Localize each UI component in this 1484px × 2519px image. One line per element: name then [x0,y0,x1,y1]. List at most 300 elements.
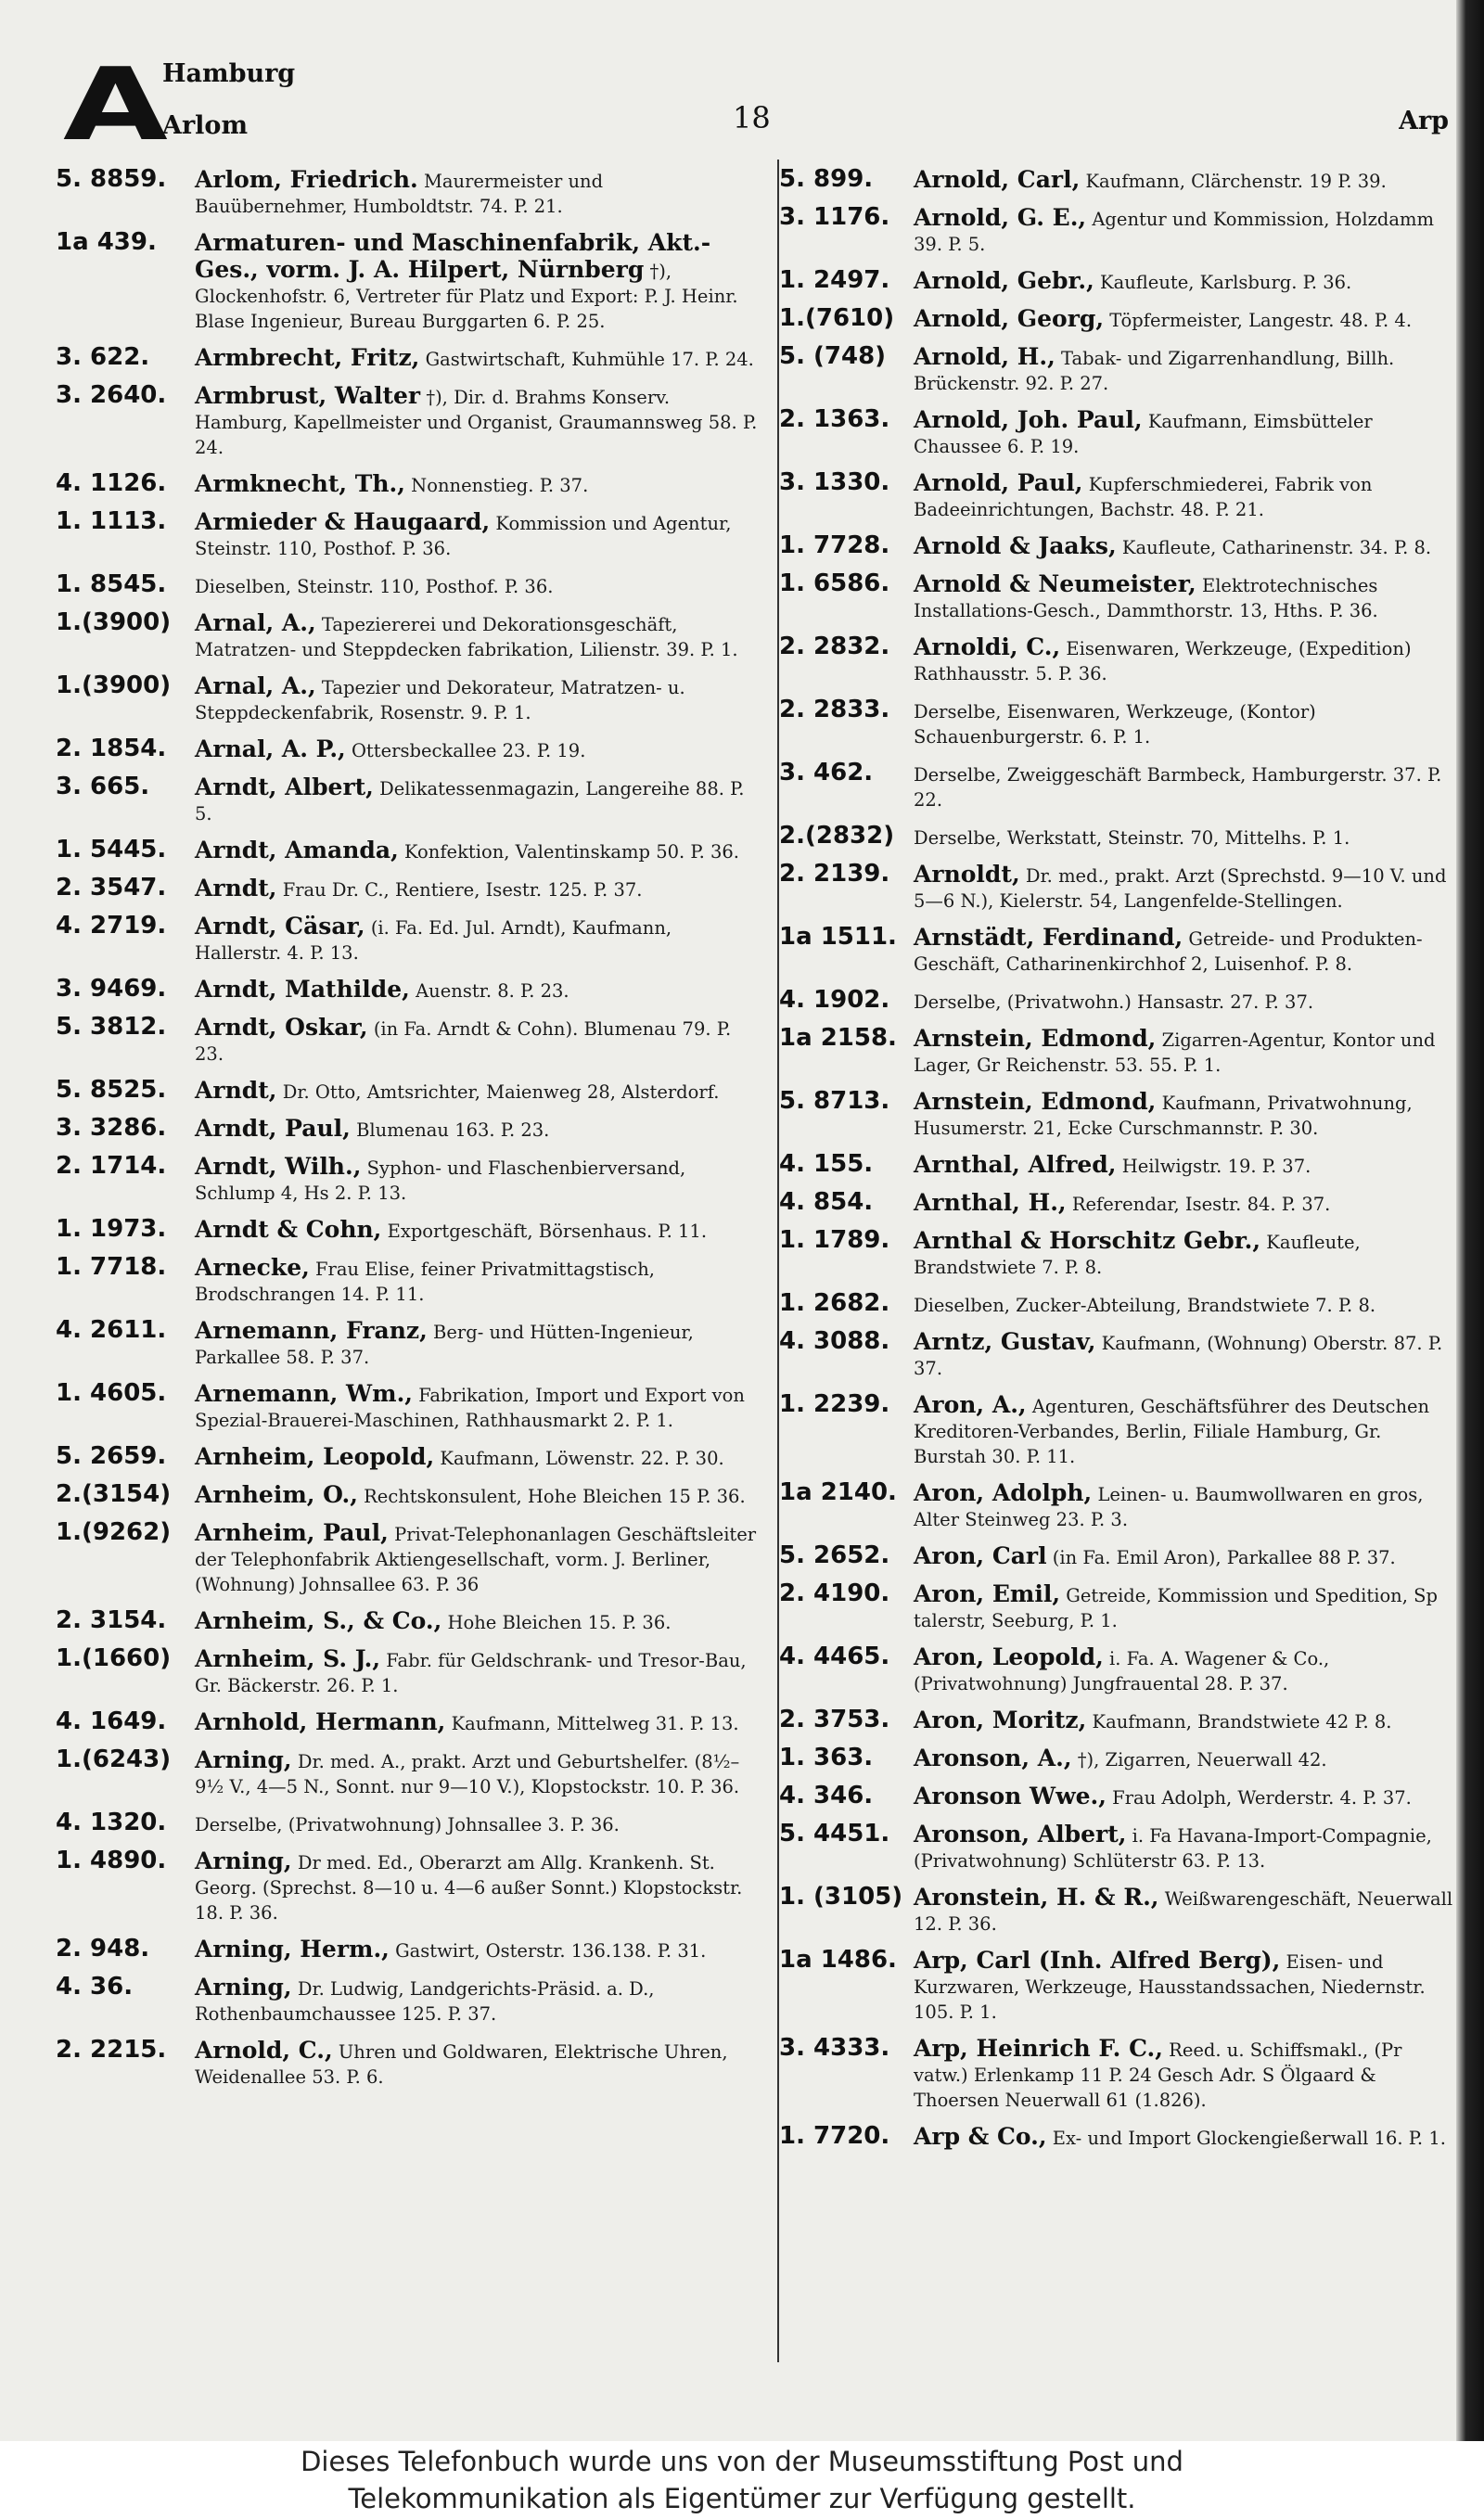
directory-entry [56,167,761,219]
subscriber-details: Kaufmann, Privatwohnung, Husumerstr. 21, Ecke Curschmannstr. P. 30. [914,1093,1413,1139]
directory-entry [779,1885,1456,1937]
subscriber-name: Aron, Emil, [914,1580,1061,1607]
header-keyword-left: Arlom [162,111,249,140]
entry-text [914,1581,1456,1633]
subscriber-name: Arnold, C., [195,2037,333,2064]
subscriber-details: †), Dir. d. Brahms Konserv. Hamburg, Kapellmeister und Organist, Graumannsweg 58. P. 24. [195,387,758,458]
entry-text [195,1810,761,1837]
entry-text [914,925,1456,977]
entry-text [195,1444,761,1471]
subscriber-name: Arndt, [195,875,277,901]
entry-text [195,736,761,763]
phone-number: 1. 4605. [56,1379,167,1407]
directory-entry [56,1381,761,1433]
subscriber-name: Armbrecht, Fritz, [195,344,420,371]
phone-number: 3. 9469. [56,975,167,1003]
directory-entry [56,471,761,498]
subscriber-name: Arlom, Friedrich. [195,166,418,193]
phone-number: 4. 1126. [56,469,167,497]
subscriber-details: Privat-Telephonanlagen Geschäftsleiter der Telephonfabrik Aktiengesellschaft, vorm. J. Berliner, (Wohnung) Johnsallee 63. P. 36 [195,1524,757,1595]
entry-text [914,988,1456,1015]
subscriber-details: Zigarren-Agentur, Kontor und Lager, Gr Reichenstr. 53. 55. P. 1. [914,1029,1436,1076]
phone-number: 1. 1789. [779,1226,890,1254]
entry-text [195,1078,761,1105]
subscriber-name: Arning, [195,1746,292,1773]
phone-number: 1.(6243) [56,1745,172,1773]
subscriber-details: Blumenau 163. P. 23. [356,1119,550,1141]
subscriber-details: Maurermeister und Bauübernehmer, Humboldtstr. 74. P. 21. [195,171,604,217]
subscriber-name: Arndt, Amanda, [195,837,399,863]
entry-text [195,383,761,460]
directory-entry [779,407,1456,459]
entry-text [195,774,761,826]
entry-text [914,1329,1456,1381]
subscriber-name: Arnthal & Horschitz Gebr., [914,1227,1261,1254]
subscriber-name: Aron, Leopold, [914,1643,1104,1670]
phone-number: 1a 2158. [779,1024,897,1052]
phone-number: 1.(3900) [56,608,172,636]
entry-text [195,1217,761,1244]
directory-entry [56,1747,761,1799]
directory-entry [56,1217,761,1244]
subscriber-details: Dr. med., prakt. Arzt (Sprechstd. 9—10 V. und 5—6 N.), Kielerstr. 54, Langenfelde-Stellingen. [914,865,1447,912]
entry-text [914,1392,1456,1469]
directory-entry [56,914,761,965]
subscriber-name: Armbrust, Walter [195,382,421,409]
header-keyword-right: Arp [1399,107,1450,135]
subscriber-details: Dr. med. A., prakt. Arzt und Geburtshelfer. (8½–9½ V., 4—5 N., Sonnt. nur 9—10 V.), Klopstockstr. 10. P. 36. [195,1751,740,1797]
subscriber-details: Kaufmann, Clärchenstr. 19 P. 39. [1085,171,1387,192]
directory-entry [56,1646,761,1698]
directory-entry [56,1608,761,1635]
directory-entry [779,824,1456,850]
phone-number: 1a 1486. [779,1946,897,1974]
entry-text [195,1709,761,1736]
phone-number: 2. 1854. [56,735,167,762]
entry-text [195,977,761,1004]
directory-entry [779,1291,1456,1318]
subscriber-details: Exportgeschäft, Börsenhaus. P. 11. [387,1221,708,1242]
phone-number: 2. 3547. [56,874,167,901]
entry-text [195,1482,761,1509]
directory-entry [56,977,761,1004]
entry-text [914,1644,1456,1696]
subscriber-name: Arp, Heinrich F. C., [914,2035,1163,2062]
entry-text [195,1015,761,1067]
phone-number: 1. 2682. [779,1289,890,1317]
phone-number: 3. 1176. [779,203,890,231]
entry-text [914,1291,1456,1318]
subscriber-name: Arnal, A., [195,672,316,699]
entry-text [914,1707,1456,1734]
subscriber-name: Arnheim, S., & Co., [195,1607,442,1634]
directory-entry [56,673,761,725]
subscriber-details: Auenstr. 8. P. 23. [416,980,569,1002]
subscriber-details: Kaufmann, Mittelweg 31. P. 13. [451,1713,739,1734]
subscriber-details: Eisen- und Kurzwaren, Werkzeuge, Hausstandssachen, Niedernstr. 105. P. 1. [914,1951,1426,2023]
entry-text [195,1318,761,1370]
entry-text [195,838,761,864]
phone-number: 4. 1320. [56,1809,167,1836]
directory-entry [56,1318,761,1370]
subscriber-details: Eisenwaren, Werkzeuge, (Expedition) Rathhausstr. 5. P. 36. [914,638,1412,684]
directory-entry [779,571,1456,623]
subscriber-details: Nonnenstieg. P. 37. [411,475,589,496]
subscriber-details: Tabak- und Zigarrenhandlung, Billh. Brückenstr. 92. P. 27. [914,348,1395,394]
directory-entry [779,1745,1456,1772]
phone-number: 1. 2239. [779,1390,890,1418]
subscriber-details: Kommission und Agentur, Steinstr. 110, Posthof. P. 36. [195,513,732,559]
entry-text [914,2036,1456,2113]
entry-text [195,1646,761,1698]
subscriber-details: Derselbe, Zweiggeschäft Barmbeck, Hamburgerstr. 37. P. 22. [914,764,1442,811]
subscriber-name: Arndt, Wilh., [195,1153,362,1180]
entry-text [195,1937,761,1963]
subscriber-name: Arnold, H., [914,343,1055,370]
subscriber-name: Arndt, Oskar, [195,1014,368,1041]
subscriber-details: Heilwigstr. 19. P. 37. [1121,1156,1311,1177]
subscriber-name: Arnold & Jaaks, [914,532,1117,559]
subscriber-details: Getreide- und Produkten-Geschäft, Catharinenkirchhof 2, Luisenhof. P. 8. [914,928,1423,975]
subscriber-details: Kaufmann, (Wohnung) Oberstr. 87. P. 37. [914,1333,1443,1379]
directory-entry [779,988,1456,1015]
phone-number: 2. 2833. [779,696,890,723]
phone-number: 3. 4333. [779,2034,890,2062]
subscriber-name: Arnheim, Leopold, [195,1443,435,1470]
subscriber-details: Ottersbeckallee 23. P. 19. [351,740,586,761]
subscriber-details: Dieselben, Steinstr. 110, Posthof. P. 36. [195,576,554,597]
subscriber-details: Fabr. für Geldschrank- und Tresor-Bau, Gr. Bäckerstr. 26. P. 1. [195,1650,747,1696]
subscriber-name: Aron, Adolph, [914,1479,1093,1506]
entry-text [195,1520,761,1597]
entry-text [914,1152,1456,1179]
entry-text [195,471,761,498]
subscriber-details: (i. Fa. Ed. Jul. Arndt), Kaufmann, Hallerstr. 4. P. 13. [195,917,672,964]
subscriber-name: Arnold, G. E., [914,204,1087,231]
subscriber-details: Derselbe, Werkstatt, Steinstr. 70, Mittelhs. P. 1. [914,827,1350,849]
phone-number: 3. 2640. [56,381,167,409]
entry-text [914,470,1456,522]
directory-entry [56,736,761,763]
subscriber-details: Kaufmann, Löwenstr. 22. P. 30. [440,1448,724,1469]
directory-entry [56,610,761,662]
phone-number: 1. 7718. [56,1253,167,1281]
phone-number: 1. 7720. [779,2122,890,2150]
directory-entry [56,1975,761,2027]
directory-entry [56,1520,761,1597]
directory-entry [56,1255,761,1307]
directory-entry [779,1543,1456,1570]
subscriber-details: Agentur und Kommission, Holzdamm 39. P. 5. [914,209,1435,255]
entry-text [914,268,1456,295]
subscriber-details: Frau Adolph, Werderstr. 4. P. 37. [1112,1787,1412,1809]
phone-number: 3. 622. [56,343,150,371]
subscriber-name: Arnheim, Paul, [195,1519,389,1546]
entry-text [195,1381,761,1433]
phone-number: 1. 4890. [56,1847,167,1874]
phone-number: 4. 1902. [779,986,890,1014]
directory-entry [56,1482,761,1509]
entry-text [195,610,761,662]
subscriber-name: Arnold & Neumeister, [914,570,1196,597]
subscriber-details: Kaufmann, Brandstwiete 42 P. 8. [1092,1711,1392,1733]
directory-entry [779,1392,1456,1469]
phone-number: 1. 8545. [56,570,167,598]
phone-number: 4. 346. [779,1782,874,1809]
directory-entry [779,205,1456,257]
directory-entry [56,509,761,561]
phone-number: 2.(3154) [56,1480,172,1508]
entry-text [914,1089,1456,1141]
entry-text [195,876,761,902]
directory-entry [56,572,761,599]
phone-number: 2.(2832) [779,822,895,850]
subscriber-details: Syphon- und Flaschenbierversand, Schlump 4, Hs 2. P. 13. [195,1157,686,1204]
subscriber-details: Kaufleute, Brandstwiete 7. P. 8. [914,1232,1361,1278]
subscriber-details: Agenturen, Geschäftsführer des Deutschen Kreditoren-Verbandes, Berlin, Filiale Hamburg, Gr. Burstah 30. P. 11. [914,1396,1430,1467]
subscriber-details: Dr med. Ed., Oberarzt am Allg. Krankenh. St. Georg. (Sprechst. 8—10 u. 4—6 außer Sonnt.) Klopstockstr. 18. P. 36. [195,1852,743,1924]
phone-number: 5. 2652. [779,1541,890,1569]
subscriber-name: Arnoldt, [914,861,1020,888]
subscriber-name: Arnstein, Edmond, [914,1025,1157,1052]
subscriber-details: Kaufleute, Catharinenstr. 34. P. 8. [1121,537,1432,558]
subscriber-name: Arnhold, Hermann, [195,1708,446,1735]
subscriber-name: Arnemann, Wm., [195,1380,413,1407]
subscriber-details: Derselbe, (Privatwohn.) Hansastr. 27. P. 37. [914,991,1314,1013]
subscriber-name: Arnal, A., [195,609,316,636]
phone-number: 2. 2832. [779,633,890,660]
subscriber-name: Arndt, Albert, [195,774,374,800]
entry-text [195,572,761,599]
phone-number: 1. (3105) [779,1883,903,1911]
phone-number: 4. 3088. [779,1327,890,1355]
phone-number: 1a 439. [56,228,157,256]
entry-text [195,673,761,725]
directory-entry [779,167,1456,194]
book-edge [1456,0,1484,2441]
entry-text [195,167,761,219]
subscriber-details: (in Fa. Emil Aron), Parkallee 88 P. 37. [1052,1547,1396,1568]
entry-text [914,1026,1456,1078]
directory-entry [56,383,761,460]
phone-number: 5. 899. [779,165,874,193]
phone-number: 5. (748) [779,342,887,370]
subscriber-name: Arnold, Gebr., [914,267,1094,294]
subscriber-name: Arndt, Mathilde, [195,976,410,1003]
phone-number: 3. 3286. [56,1114,167,1142]
subscriber-details: Weißwarengeschäft, Neuerwall 12. P. 36. [914,1888,1453,1935]
entry-text [914,344,1456,396]
subscriber-details: Dr. Otto, Amtsrichter, Maienweg 28, Alsterdorf. [282,1081,720,1103]
entry-text [914,1784,1456,1810]
phone-number: 1. 6586. [779,569,890,597]
phone-number: 1a 1511. [779,923,897,951]
phone-number: 1. 1113. [56,507,167,535]
entry-text [914,571,1456,623]
subscriber-name: Arnecke, [195,1254,310,1281]
subscriber-details: Frau Elise, feiner Privatmittagstisch, Brodschrangen 14. P. 11. [195,1259,655,1305]
subscriber-name: Arnthal, H., [914,1189,1067,1216]
entry-text [914,2124,1456,2151]
subscriber-name: Arnemann, Franz, [195,1317,428,1344]
directory-entry [779,268,1456,295]
section-letter: A [63,47,168,163]
subscriber-details: Derselbe, (Privatwohnung) Johnsallee 3. P. 36. [195,1814,620,1835]
entry-text [195,1116,761,1143]
subscriber-details: Getreide, Kommission und Spedition, Sp talerstr, Seeburg, P. 1. [914,1585,1438,1631]
subscriber-details: Dr. Ludwig, Landgerichts-Präsid. a. D., Rothenbaumchaussee 125. P. 37. [195,1978,655,2025]
directory-entry [779,1581,1456,1633]
subscriber-name: Arnstädt, Ferdinand, [914,924,1183,951]
directory-entry [779,1480,1456,1532]
phone-number: 5. 8859. [56,165,167,193]
entry-text [914,824,1456,850]
subscriber-name: Arndt, Paul, [195,1115,351,1142]
phone-number: 1. 2497. [779,266,890,294]
phone-number: 5. 8713. [779,1087,890,1115]
directory-entry [779,862,1456,914]
phone-number: 2. 2215. [56,2036,167,2064]
phone-number: 2. 1363. [779,405,890,433]
phone-number: 2. 948. [56,1935,150,1963]
subscriber-details: (in Fa. Arndt & Cohn). Blumenau 79. P. 23. [195,1018,732,1065]
entry-text [195,1255,761,1307]
phone-number: 1.(7610) [779,304,895,332]
directory-entry [779,1089,1456,1141]
subscriber-details: Gastwirt, Osterstr. 136.138. P. 31. [395,1940,707,1962]
subscriber-details: Hohe Bleichen 15. P. 36. [447,1612,672,1633]
subscriber-name: Arnold, Georg, [914,305,1105,332]
subscriber-details: Delikatessenmagazin, Langereihe 88. P. 5. [195,778,745,825]
subscriber-details: †), Zigarren, Neuerwall 42. [1077,1749,1327,1771]
subscriber-name: Armieder & Haugaard, [195,508,491,535]
subscriber-name: Arnstein, Edmond, [914,1088,1157,1115]
phone-number: 1.(1660) [56,1644,172,1672]
phone-number: 1a 2140. [779,1478,897,1506]
directory-entry [56,1116,761,1143]
entry-text [195,230,761,334]
right-column [779,167,1456,2162]
subscriber-details: i. Fa Havana-Import-Compagnie, (Privatwohnung) Schlüterstr 63. P. 13. [914,1825,1432,1872]
directory-entry [779,306,1456,333]
phone-number: 2. 3753. [779,1706,890,1733]
subscriber-name: Aronstein, H. & R., [914,1884,1159,1911]
phone-number: 3. 462. [779,759,874,786]
subscriber-name: Armknecht, Th., [195,470,405,497]
entry-text [195,1608,761,1635]
phone-number: 5. 2659. [56,1442,167,1470]
subscriber-details: Kupferschmiederei, Fabrik von Badeeinrichtungen, Bachstr. 48. P. 21. [914,474,1373,520]
entry-text [914,407,1456,459]
directory-entry [779,697,1456,749]
subscriber-details: Rechtskonsulent, Hohe Bleichen 15 P. 36. [364,1486,746,1507]
directory-entry [779,1026,1456,1078]
directory-entry [779,1329,1456,1381]
phone-number: 4. 2719. [56,912,167,940]
subscriber-name: Arnheim, O., [195,1481,358,1508]
entry-text [914,1745,1456,1772]
subscriber-details: Töpfermeister, Langestr. 48. P. 4. [1109,310,1413,331]
entry-text [195,1975,761,2027]
phone-number: 4. 4465. [779,1643,890,1670]
directory-entry [56,1154,761,1206]
subscriber-name: Arndt & Cohn, [195,1216,382,1243]
subscriber-details: Reed. u. Schiffsmakl., (Pr vatw.) Erlenkamp 11 P. 24 Gesch Adr. S Ölgaard & Thoersen Neuerwall 61 (1.826). [914,2039,1402,2111]
subscriber-name: Arnold, Paul, [914,469,1083,496]
phone-number: 3. 1330. [779,468,890,496]
subscriber-details: Tapeziererei und Dekorationsgeschäft, Matratzen- und Steppdecken fabrikation, Lilienstr. 39. P. 1. [195,614,738,660]
directory-entry [56,774,761,826]
left-column [56,167,761,2101]
subscriber-details: Gastwirtschaft, Kuhmühle 17. P. 24. [425,349,754,370]
directory-entry [56,876,761,902]
phone-number: 1.(3900) [56,671,172,699]
entry-text [914,634,1456,686]
directory-entry [779,925,1456,977]
subscriber-name: Armaturen- und Maschinenfabrik, Akt.-Ges., vorm. J. A. Hilpert, Nürnberg [195,229,711,283]
subscriber-details: Konfektion, Valentinskamp 50. P. 36. [404,841,739,863]
page-number: 18 [733,100,771,135]
entry-text [195,1848,761,1925]
directory-entry [56,345,761,372]
phone-number: 2. 4190. [779,1579,890,1607]
subscriber-details: i. Fa. A. Wagener & Co., (Privatwohnung) Jungfrauental 28. P. 37. [914,1648,1330,1694]
entry-text [914,862,1456,914]
entry-text [914,1480,1456,1532]
subscriber-name: Arnold, Carl, [914,166,1081,193]
phone-number: 1. 5445. [56,836,167,863]
phone-number: 1. 7728. [779,531,890,559]
phone-number: 1. 1973. [56,1215,167,1243]
subscriber-details: Uhren und Goldwaren, Elektrische Uhren, Weidenallee 53. P. 6. [195,2041,728,2088]
header-city: Hamburg [162,59,296,88]
subscriber-name: Arp & Co., [914,2123,1047,2150]
phone-number: 4. 155. [779,1150,874,1178]
entry-text [914,167,1456,194]
subscriber-details: Tapezier und Dekorateur, Matratzen- u. Steppdeckenfabrik, Rosenstr. 9. P. 1. [195,677,685,723]
footer-note [0,2441,1484,2519]
entry-text [195,1154,761,1206]
entry-text [195,509,761,561]
directory-entry [779,1190,1456,1217]
subscriber-details: Elektrotechnisches Installations-Gesch., Dammthorstr. 13, Hths. P. 36. [914,575,1378,621]
subscriber-details: Referendar, Isestr. 84. P. 37. [1071,1194,1331,1215]
entry-text [914,1228,1456,1280]
directory-entry [56,838,761,864]
subscriber-name: Aronson, A., [914,1745,1072,1771]
directory-entry [779,1707,1456,1734]
directory-entry [779,634,1456,686]
directory-entry [779,1784,1456,1810]
subscriber-name: Arnal, A. P., [195,735,346,762]
subscriber-name: Aron, A., [914,1391,1027,1418]
subscriber-name: Aron, Moritz, [914,1707,1087,1733]
directory-entry [779,1152,1456,1179]
directory-entry [779,1948,1456,2025]
directory-entry [56,1015,761,1067]
subscriber-name: Aron, Carl [914,1542,1047,1569]
subscriber-details: Leinen- u. Baumwollwaren en gros, Alter Steinweg 23. P. 3. [914,1484,1424,1530]
subscriber-name: Arnold, Joh. Paul, [914,406,1143,433]
phone-number: 1. 363. [779,1744,874,1771]
entry-text [914,1948,1456,2025]
directory-entry [779,2124,1456,2151]
subscriber-name: Arning, [195,1974,292,2001]
subscriber-details: Frau Dr. C., Rentiere, Isestr. 125. P. 37. [282,879,643,901]
phone-number: 3. 665. [56,773,150,800]
phone-number: 4. 854. [779,1188,874,1216]
directory-entry [56,1444,761,1471]
